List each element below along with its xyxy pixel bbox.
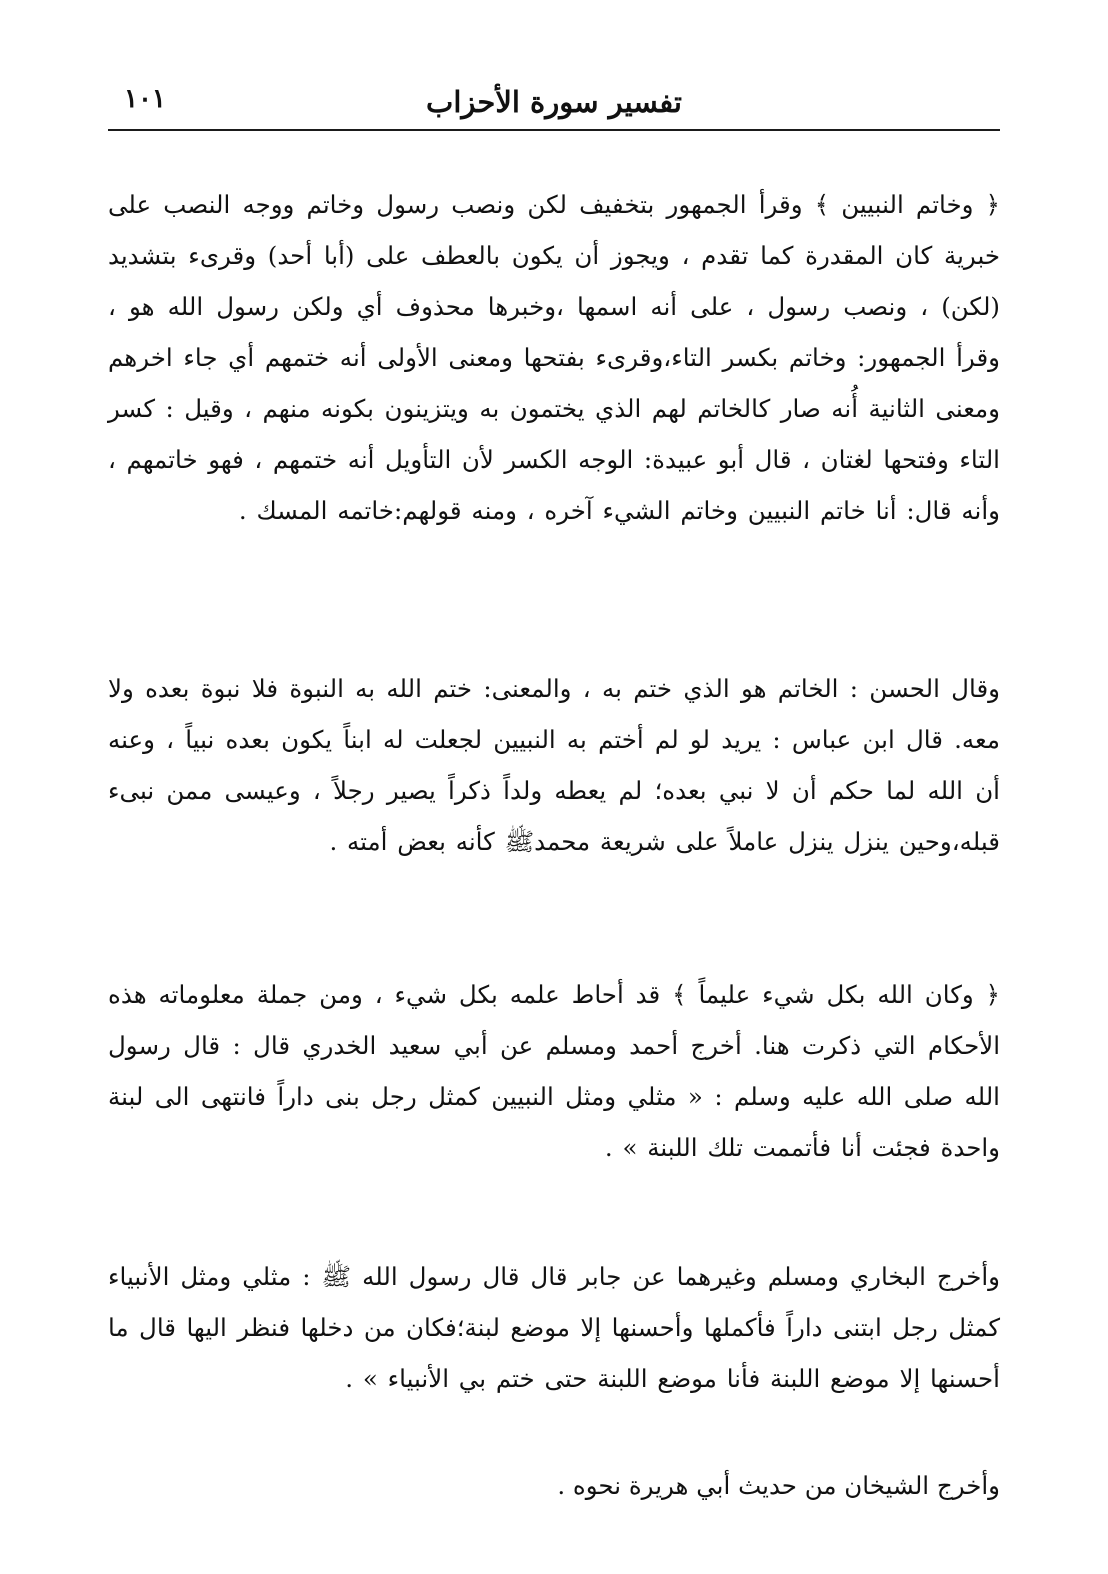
running-title: تفسير سورة الأحزاب bbox=[426, 85, 682, 119]
paragraph-2: وقال الحسن : الخاتم هو الذي ختم به ، والمعنى: ختم الله به النبوة فلا نبوة بعده ولا معه. قال ابن عباس : يريد لو لم أختم به النبيين لجعلت له ابناً يكون بعده نبياً ، وعنه أن الله لما حكم أن لا نبي بعده؛ لم يعطه ولداً ذكراً يصير رجلاً ، وعيسى ممن نبىء قبله،وحين ينزل ينزل عاملاً على شريعة محمدﷺ كأنه بعض أمته . bbox=[108, 673, 1000, 856]
closing-line: وأخرج الشيخان من حديث أبي هريرة نحوه . bbox=[557, 1470, 1000, 1500]
paragraph-4: وأخرج البخاري ومسلم وغيرهما عن جابر قال قال رسول الله ﷺ : مثلي ومثل الأنبياء كمثل رجل ابتنى داراً فأكملها وأحسنها إلا موضع لبنة؛فكان من دخلها فنظر اليها قال ما أحسنها إلا موضع اللبنة فأنا موضع اللبنة حتى ختم بي الأنبياء » . bbox=[108, 1261, 1000, 1393]
page-number: ١٠١ bbox=[124, 84, 166, 114]
paragraph-1: ﴿ وخاتم النبيين ﴾ وقرأ الجمهور بتخفيف لكن ونصب رسول وخاتم ووجه النصب على خبرية كان المقدرة كما تقدم ، ويجوز أن يكون بالعطف على (أبا أحد) وقرىء بتشديد (لكن) ، ونصب رسول ، على أنه اسمها ،وخبرها محذوف أي ولكن رسول الله هو ، وقرأ الجمهور: وخاتم بكسر التاء،وقرىء بفتحها ومعنى الأولى أنه ختمهم أي جاء اخرهم ومعنى الثانية أُنه صار كالخاتم لهم الذي يختمون به ويتزينون بكونه منهم ، وقيل : كسر التاء وفتحها لغتان ، قال أبو عبيدة: الوجه الكسر لأن التأويل أنه ختمهم ، فهو خاتمهم ، وأنه قال: أنا خاتم النبيين وخاتم الشيء آخره ، ومنه قولهم:خاتمه المسك . bbox=[108, 189, 1000, 525]
header-rule bbox=[108, 129, 1000, 131]
page-header bbox=[108, 78, 1000, 134]
paragraph-3: ﴿ وكان الله بكل شيء عليماً ﴾ قد أحاط علمه بكل شيء ، ومن جملة معلوماته هذه الأحكام التي ذكرت هنا. أخرج أحمد ومسلم عن أبي سعيد الخدري قال : قال رسول الله صلى الله عليه وسلم : « مثلي ومثل النبيين كمثل رجل بنى داراً فانتهى الى لبنة واحدة فجئت أنا فأتممت تلك اللبنة » . bbox=[108, 979, 1000, 1162]
